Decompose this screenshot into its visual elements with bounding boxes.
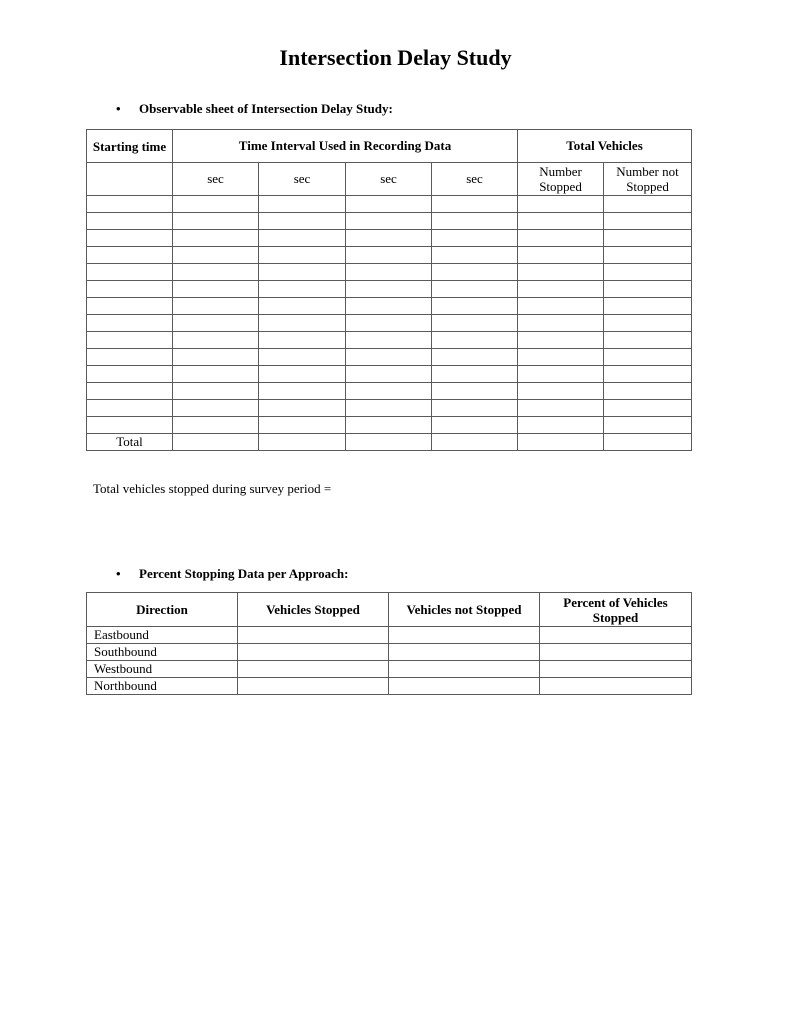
table-cell	[346, 315, 432, 332]
table-cell	[604, 230, 692, 247]
section-heading-observable-sheet	[116, 101, 393, 117]
table-cell	[87, 230, 173, 247]
table-cell	[87, 213, 173, 230]
table-cell	[389, 678, 540, 695]
table-cell	[87, 383, 173, 400]
table-cell	[432, 247, 518, 264]
table-cell	[346, 281, 432, 298]
table-cell	[87, 400, 173, 417]
table-cell	[389, 661, 540, 678]
table-cell	[432, 315, 518, 332]
table-cell	[173, 349, 259, 366]
table-cell	[518, 196, 604, 213]
table-cell	[518, 400, 604, 417]
table-cell	[346, 213, 432, 230]
table-cell	[259, 366, 346, 383]
interval-unit-1: sec	[173, 163, 259, 196]
table-cell	[389, 627, 540, 644]
interval-unit-3: sec	[346, 163, 432, 196]
table-cell	[432, 264, 518, 281]
table-cell	[604, 366, 692, 383]
table-cell	[604, 264, 692, 281]
table-cell	[173, 400, 259, 417]
table-cell	[238, 678, 389, 695]
table-cell	[173, 247, 259, 264]
table-cell	[259, 247, 346, 264]
table-cell	[518, 247, 604, 264]
direction-header: Direction	[87, 593, 238, 627]
table-cell	[518, 281, 604, 298]
table-cell	[540, 661, 692, 678]
table-cell	[432, 332, 518, 349]
table-cell	[432, 366, 518, 383]
table-row	[87, 417, 692, 434]
direction-westbound: Westbound	[87, 661, 238, 678]
table-cell	[87, 163, 173, 196]
table-cell	[87, 315, 173, 332]
table-cell	[87, 332, 173, 349]
table-cell	[389, 644, 540, 661]
table-cell	[346, 349, 432, 366]
table-cell	[346, 196, 432, 213]
section-heading-label: Percent Stopping Data per Approach:	[139, 566, 349, 581]
table-row	[87, 247, 692, 264]
table-row	[87, 661, 692, 678]
table-cell	[604, 383, 692, 400]
table-row	[87, 264, 692, 281]
table-cell	[432, 417, 518, 434]
page-title: Intersection Delay Study	[279, 45, 512, 70]
table-cell	[87, 281, 173, 298]
bullet-icon: •	[116, 101, 121, 116]
table-cell	[604, 196, 692, 213]
table-cell	[518, 264, 604, 281]
table-cell	[346, 247, 432, 264]
table-cell	[346, 230, 432, 247]
table-cell	[604, 213, 692, 230]
table-row	[87, 298, 692, 315]
table-cell	[173, 230, 259, 247]
table-cell	[87, 264, 173, 281]
starting-time-header: Starting time	[87, 130, 173, 163]
table-cell	[259, 332, 346, 349]
table-row	[87, 315, 692, 332]
table-row	[87, 678, 692, 695]
table-cell	[346, 366, 432, 383]
table-cell	[604, 298, 692, 315]
interval-unit-4: sec	[432, 163, 518, 196]
table-cell	[173, 434, 259, 451]
table-cell	[540, 627, 692, 644]
table-cell	[346, 332, 432, 349]
vehicles-stopped-header: Vehicles Stopped	[238, 593, 389, 627]
table-cell	[346, 298, 432, 315]
table-cell	[259, 434, 346, 451]
table-cell	[518, 230, 604, 247]
table-cell	[518, 366, 604, 383]
table-cell	[173, 332, 259, 349]
table-cell	[87, 247, 173, 264]
table-cell	[173, 298, 259, 315]
table-cell	[173, 196, 259, 213]
direction-southbound: Southbound	[87, 644, 238, 661]
table-cell	[87, 196, 173, 213]
table-cell	[432, 196, 518, 213]
table-row	[87, 400, 692, 417]
table-cell	[432, 213, 518, 230]
table-cell	[346, 400, 432, 417]
table-row	[87, 644, 692, 661]
table-cell	[259, 400, 346, 417]
table-cell	[432, 349, 518, 366]
table-row	[87, 383, 692, 400]
table-cell	[259, 315, 346, 332]
table-cell	[518, 332, 604, 349]
table-cell	[87, 298, 173, 315]
table-cell	[87, 366, 173, 383]
table-cell	[604, 332, 692, 349]
table-row	[87, 366, 692, 383]
table-cell	[259, 417, 346, 434]
table-cell	[518, 315, 604, 332]
table-cell	[518, 434, 604, 451]
number-not-stopped-header: Number not Stopped	[604, 163, 692, 196]
table-cell	[259, 264, 346, 281]
table-cell	[604, 247, 692, 264]
table-row	[87, 196, 692, 213]
total-label: Total	[87, 434, 173, 451]
table-cell	[346, 417, 432, 434]
direction-northbound: Northbound	[87, 678, 238, 695]
table-cell	[518, 213, 604, 230]
total-row	[87, 434, 692, 451]
table-cell	[432, 298, 518, 315]
percent-stopping-table	[86, 592, 692, 695]
table-cell	[259, 281, 346, 298]
table-cell	[540, 644, 692, 661]
table-cell	[346, 383, 432, 400]
table-row	[87, 230, 692, 247]
table-cell	[518, 349, 604, 366]
table-cell	[432, 434, 518, 451]
table-cell	[604, 281, 692, 298]
time-interval-header: Time Interval Used in Recording Data	[173, 130, 518, 163]
table-cell	[259, 383, 346, 400]
table-cell	[173, 213, 259, 230]
table-cell	[259, 213, 346, 230]
delay-observation-table	[86, 129, 692, 451]
table-row	[87, 332, 692, 349]
table-cell	[259, 196, 346, 213]
table-cell	[173, 264, 259, 281]
table-cell	[604, 349, 692, 366]
table-cell	[518, 383, 604, 400]
section-heading-percent-stopping	[116, 566, 348, 582]
table-cell	[604, 434, 692, 451]
table-cell	[518, 298, 604, 315]
table-cell	[173, 315, 259, 332]
table-cell	[87, 349, 173, 366]
table-cell	[604, 417, 692, 434]
table-cell	[238, 661, 389, 678]
table-row	[87, 213, 692, 230]
number-stopped-header: Number Stopped	[518, 163, 604, 196]
table-row	[87, 349, 692, 366]
table-cell	[173, 281, 259, 298]
table-cell	[173, 366, 259, 383]
table-cell	[87, 417, 173, 434]
table-cell	[173, 383, 259, 400]
table-cell	[346, 264, 432, 281]
summary-total-stopped: Total vehicles stopped during survey period =	[93, 481, 332, 496]
table-cell	[540, 678, 692, 695]
table-cell	[259, 298, 346, 315]
table-cell	[346, 434, 432, 451]
direction-eastbound: Eastbound	[87, 627, 238, 644]
bullet-icon: •	[116, 566, 121, 581]
table-cell	[604, 315, 692, 332]
percent-stopped-header: Percent of Vehicles Stopped	[540, 593, 692, 627]
table-cell	[432, 281, 518, 298]
table-cell	[259, 349, 346, 366]
table-cell	[238, 627, 389, 644]
section-heading-label: Observable sheet of Intersection Delay Study:	[139, 101, 393, 116]
table-cell	[173, 417, 259, 434]
table-cell	[238, 644, 389, 661]
table-cell	[432, 230, 518, 247]
table-cell	[432, 383, 518, 400]
table-cell	[432, 400, 518, 417]
vehicles-not-stopped-header: Vehicles not Stopped	[389, 593, 540, 627]
table-cell	[259, 230, 346, 247]
table-cell	[518, 417, 604, 434]
table-row	[87, 627, 692, 644]
interval-unit-2: sec	[259, 163, 346, 196]
table-cell	[604, 400, 692, 417]
table-row	[87, 281, 692, 298]
total-vehicles-header: Total Vehicles	[518, 130, 692, 163]
